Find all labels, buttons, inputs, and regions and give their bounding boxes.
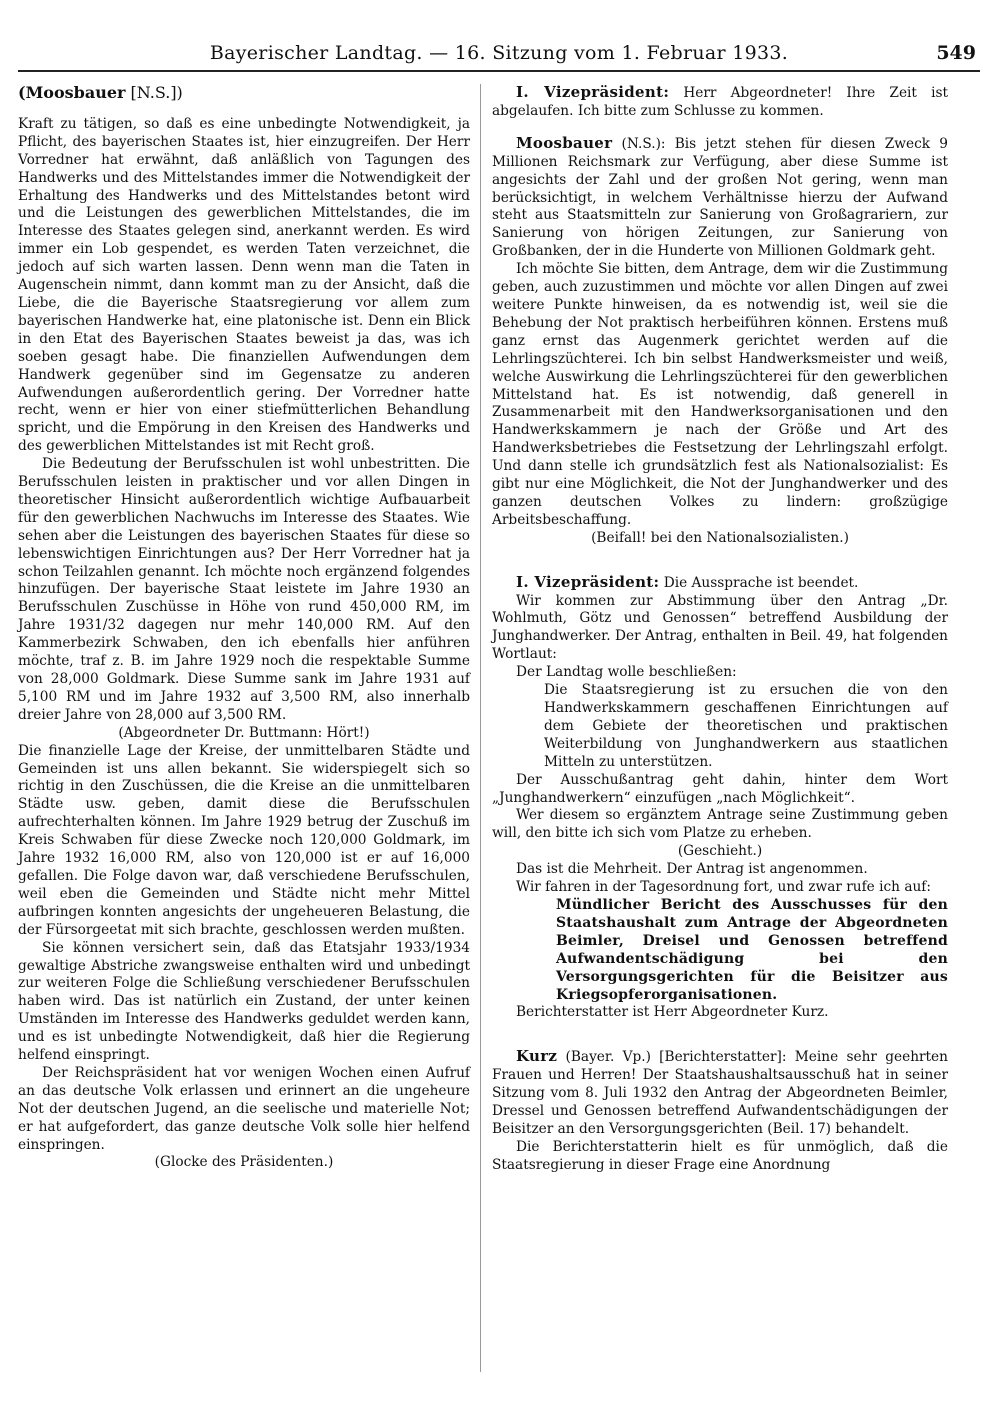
interjection: (Abgeordneter Dr. Buttmann: Hört!)	[118, 724, 370, 741]
speech	[492, 574, 948, 593]
speech-text: Meine sehr geehrten Frauen und Herren! Der Staatshaushaltsausschuß hat in seiner Sitzung vom 8. Juli 1932 den Antrag der Abgeordneten Beimler, Dressel und Genossen betreffend Aufwandentschädigungen der Beisitzer an den Versorgungsgerichten (Beil. 17) behandelt.	[492, 1049, 948, 1137]
spacer	[18, 102, 470, 116]
spacer	[492, 548, 948, 574]
page-header	[18, 42, 980, 72]
paragraph: Das ist die Mehrheit. Der Antrag ist angenommen.	[516, 861, 868, 878]
paragraph: Ich möchte Sie bitten, dem Antrage, dem wir die Zustimmung geben, auch zuzustimmen und möchte vor allen Dingen auf zwei weitere Punkte hinweisen, da es notwendig ist, weil sie die Behebung der Not praktisch herbeiführen können. Erstens muß ganz ernst das Augenmerk gerichtet werden auf die Lehrlingszüchterei. Ich bin selbst Handwerksmeister und weiß, welche Auswirkung die Lehrlingszüchterei für den gewerblichen Mittelstand hat. Es ist notwendig, daß generell in Zusammenarbeit mit den Handwerksorganisationen und den Handwerkskammern je nach der Größe und Art des Handwerksbetriebes die Festsetzung der Lehrlingszahl erfolgt. Und dann stelle ich grundsätzlich fest als Nationalsozialist: Es gibt nur eine Möglichkeit, die Not der Junghandwerker und des ganzen deutschen Volkes zu lindern: großzügige Arbeitsbeschaffung.	[492, 261, 948, 528]
rapporteur-line: Berichterstatter ist Herr Abgeordneter Kurz.	[516, 1004, 829, 1021]
speech-text: Herr Abgeordneter! Ihre Zeit ist abgelaufen. Ich bitte zum Schlusse zu kommen.	[492, 85, 948, 119]
speaker-name: Moosbauer	[516, 133, 613, 152]
motion-text: Die Staatsregierung ist zu ersuchen die von den Handwerkskammern geschaffenen Einrichtungen auf dem Gebiete der theoretischen und praktischen Weiterbildung von Junghandwerkern aus staatlichen Mitteln zu unterstützen.	[544, 682, 948, 770]
running-title: Bayerischer Landtag. — 16. Sitzung vom 1. Februar 1933.	[209, 42, 789, 64]
speech	[492, 84, 948, 121]
paragraph: Kraft zu tätigen, so daß es eine unbedingte Notwendigkeit, ja Pflicht, des bayerischen Staates ist, hier einzugreifen. Der Herr Vorredner hat erwähnt, daß anläßlich von Tagungen des Handwerks und des Mittelstandes immer die Notwendigkeit der Erhaltung des Handwerks und des Mittelstandes betont wird und die Leistungen des gewerblichen Mittelstandes, die im Interesse des Staates gelegen sind, anerkannt werden. Es wird immer ein Lob gespendet, es werden Taten verzeichnet, die jedoch auf sich warten lassen. Denn wenn man die Taten in Augenschein nimmt, dann kommt man zu der Ansicht, daß die Liebe, die die Bayerische Staatsregierung vor allem zum bayerischen Handwerke hat, eine platonische ist. Denn ein Blick in den Etat des Bayerischen Staates beweist ja das, was ich soeben gesagt habe. Die finanziellen Aufwendungen dem Handwerk gegenüber sind im Gegensatze zu anderen Aufwendungen außerordentlich gering. Der Vorredner hatte recht, wenn er hier von einer stiefmütterlichen Behandlung spricht, und die Empörung in den Kreisen des Handwerks und des gewerblichen Mittelstandes ist mit Recht groß.	[18, 115, 470, 455]
spacer	[492, 1022, 948, 1048]
speaker-name: I. Vizepräsident:	[516, 83, 670, 101]
paragraph: Die Bedeutung der Berufsschulen ist wohl unbestritten. Die Berufsschulen leisten in praktischer und vor allen Dingen in theoretischer Hinsicht außerordentlich wichtige Aufbauarbeit für den gewerblichen Nachwuchs im Interesse des Staates. Wie sehen aber die Leistungen des bayerischen Staates für diese so lebenswichtigen Einrichtungen aus? Der Herr Vorredner hat ja schon Teilzahlen genannt. Ich möchte noch ergänzend folgendes hinzufügen. Der bayerische Staat leistete im Jahre 1930 an Berufsschulen Zuschüsse in Höhe von rund 450,000 RM, im Jahre 1931/32 dagegen nur mehr 140,000 RM. Auf den Kammerbezirk Schwaben, den ich ebenfalls hier anführen möchte, traf z. B. im Jahre 1929 noch die respektable Summe von 28,000 Goldmark. Diese Summe sank im Jahre 1931 auf 5,100 RM und im Jahre 1932 auf 3,500 RM, also innerhalb dreier Jahre von 28,000 auf 3,500 RM.	[18, 456, 470, 723]
interjection: (Beifall! bei den Nationalsozialisten.)	[591, 529, 849, 546]
paragraph: Die Berichterstatterin hielt es für unmöglich, daß die Staatsregierung in dieser Frage eine Anordnung	[492, 1138, 948, 1173]
interjection: (Geschieht.)	[677, 843, 763, 860]
continued-speaker	[18, 84, 470, 102]
speaker-name: (Moosbauer	[18, 83, 126, 102]
paragraph: Wer diesem so ergänztem Antrage seine Zustimmung geben will, den bitte ich sich vom Platze zu erheben.	[492, 807, 948, 842]
interjection: (Glocke des Präsidenten.)	[154, 1154, 334, 1171]
paragraph: Wir fahren in der Tagesordnung fort, und zwar rufe ich auf:	[516, 879, 931, 896]
speech-text: Bis jetzt stehen für diesen Zweck 9 Millionen Reichsmark zur Verfügung, aber diese Summe ist angesichts der Zahl und der großen Not gering, wenn man berücksichtigt, in welchem Verhältnisse hierzu der Aufwand steht aus Staatsmitteln zur Sanierung von Großagrariern, zur Sanierung von hörigen Zeitungen, zur Sanierung von Großbanken, der in die Hunderte von Millionen Goldmark geht.	[492, 135, 948, 260]
paragraph: Die finanzielle Lage der Kreise, der unmittelbaren Städte und Gemeinden ist uns allen bekannt. Sie widerspiegelt sich so richtig in den Zuschüssen, die die Kreise an die unmittelbaren Städte usw. geben, damit diese die Berufsschulen aufrechterhalten können. Im Jahre 1929 betrug der Zuschuß im Kreis Schwaben für diese Zwecke noch 120,000 Goldmark, im Jahre 1932 16,000 RM, also von 120,000 ist er auf 16,000 gefallen. Die Folge davon war, daß verschiedene Berufsschulen, weil eben die Gemeinden und Städte nicht mehr Mittel aufbringen konnten angesichts der ungeheueren Belastung, die der Fürsorgeetat mit sich brachte, geschlossen werden mußten.	[18, 742, 470, 938]
right-column	[492, 84, 948, 1175]
paragraph: Sie können versichert sein, daß das Etatsjahr 1933/1934 gewaltige Abstriche zwangsweise enthalten wird und unbedingt zur weiteren Folge die Schließung verschiedener Berufsschulen haben wird. Das ist natürlich ein Zustand, der unter keinen Umständen im Interesse des Handwerks geduldet werden kann, und es ist unbedingte Notwendigkeit, daß hier die Regierung helfend einspringt.	[18, 939, 470, 1064]
agenda-item-title: Mündlicher Bericht des Ausschusses für den Staatshaushalt zum Antrage der Abgeordneten Beimler, Dreisel und Genossen betreffend Aufwandentschädigung bei den Versorgungsgerichten für die Beisitzer aus Kriegsopferorganisationen.	[556, 896, 948, 1003]
speaker-name: I. Vizepräsident:	[516, 572, 660, 591]
speaker-party: [N.S.])	[130, 83, 183, 102]
speech	[492, 135, 948, 261]
speaker-party: (N.S.):	[621, 135, 666, 152]
paragraph: Wir kommen zur Abstimmung über den Antrag „Dr. Wohlmuth, Götz und Genossen“ betreffend Ausbildung der Junghandwerker. Der Antrag, enthalten in Beil. 49, hat folgenden Wortlaut:	[492, 592, 948, 663]
paragraph: Der Ausschußantrag geht dahin, hinter dem Wort „Junghandwerkern“ einzufügen „nach Möglichkeit“.	[492, 771, 948, 806]
speech	[492, 1048, 948, 1139]
speaker-name: Kurz	[516, 1047, 558, 1066]
motion-intro: Der Landtag wolle beschließen:	[516, 664, 737, 681]
speaker-party: (Bayer. Vp.) [Berichterstatter]:	[565, 1049, 787, 1066]
column-divider	[480, 84, 481, 1372]
spacer	[492, 121, 948, 135]
page-number: 549	[936, 42, 976, 64]
speech-text: Die Aussprache ist beendet.	[663, 574, 859, 591]
paragraph: Der Reichspräsident hat vor wenigen Wochen einen Aufruf an das deutsche Volk erlassen und erinnert an die ungeheure Not der deutschen Jugend, an die seelische und materielle Not; er hat aufgefordert, das ganze deutsche Volk solle hier helfend einspringen.	[18, 1064, 470, 1153]
left-column	[18, 84, 470, 1172]
